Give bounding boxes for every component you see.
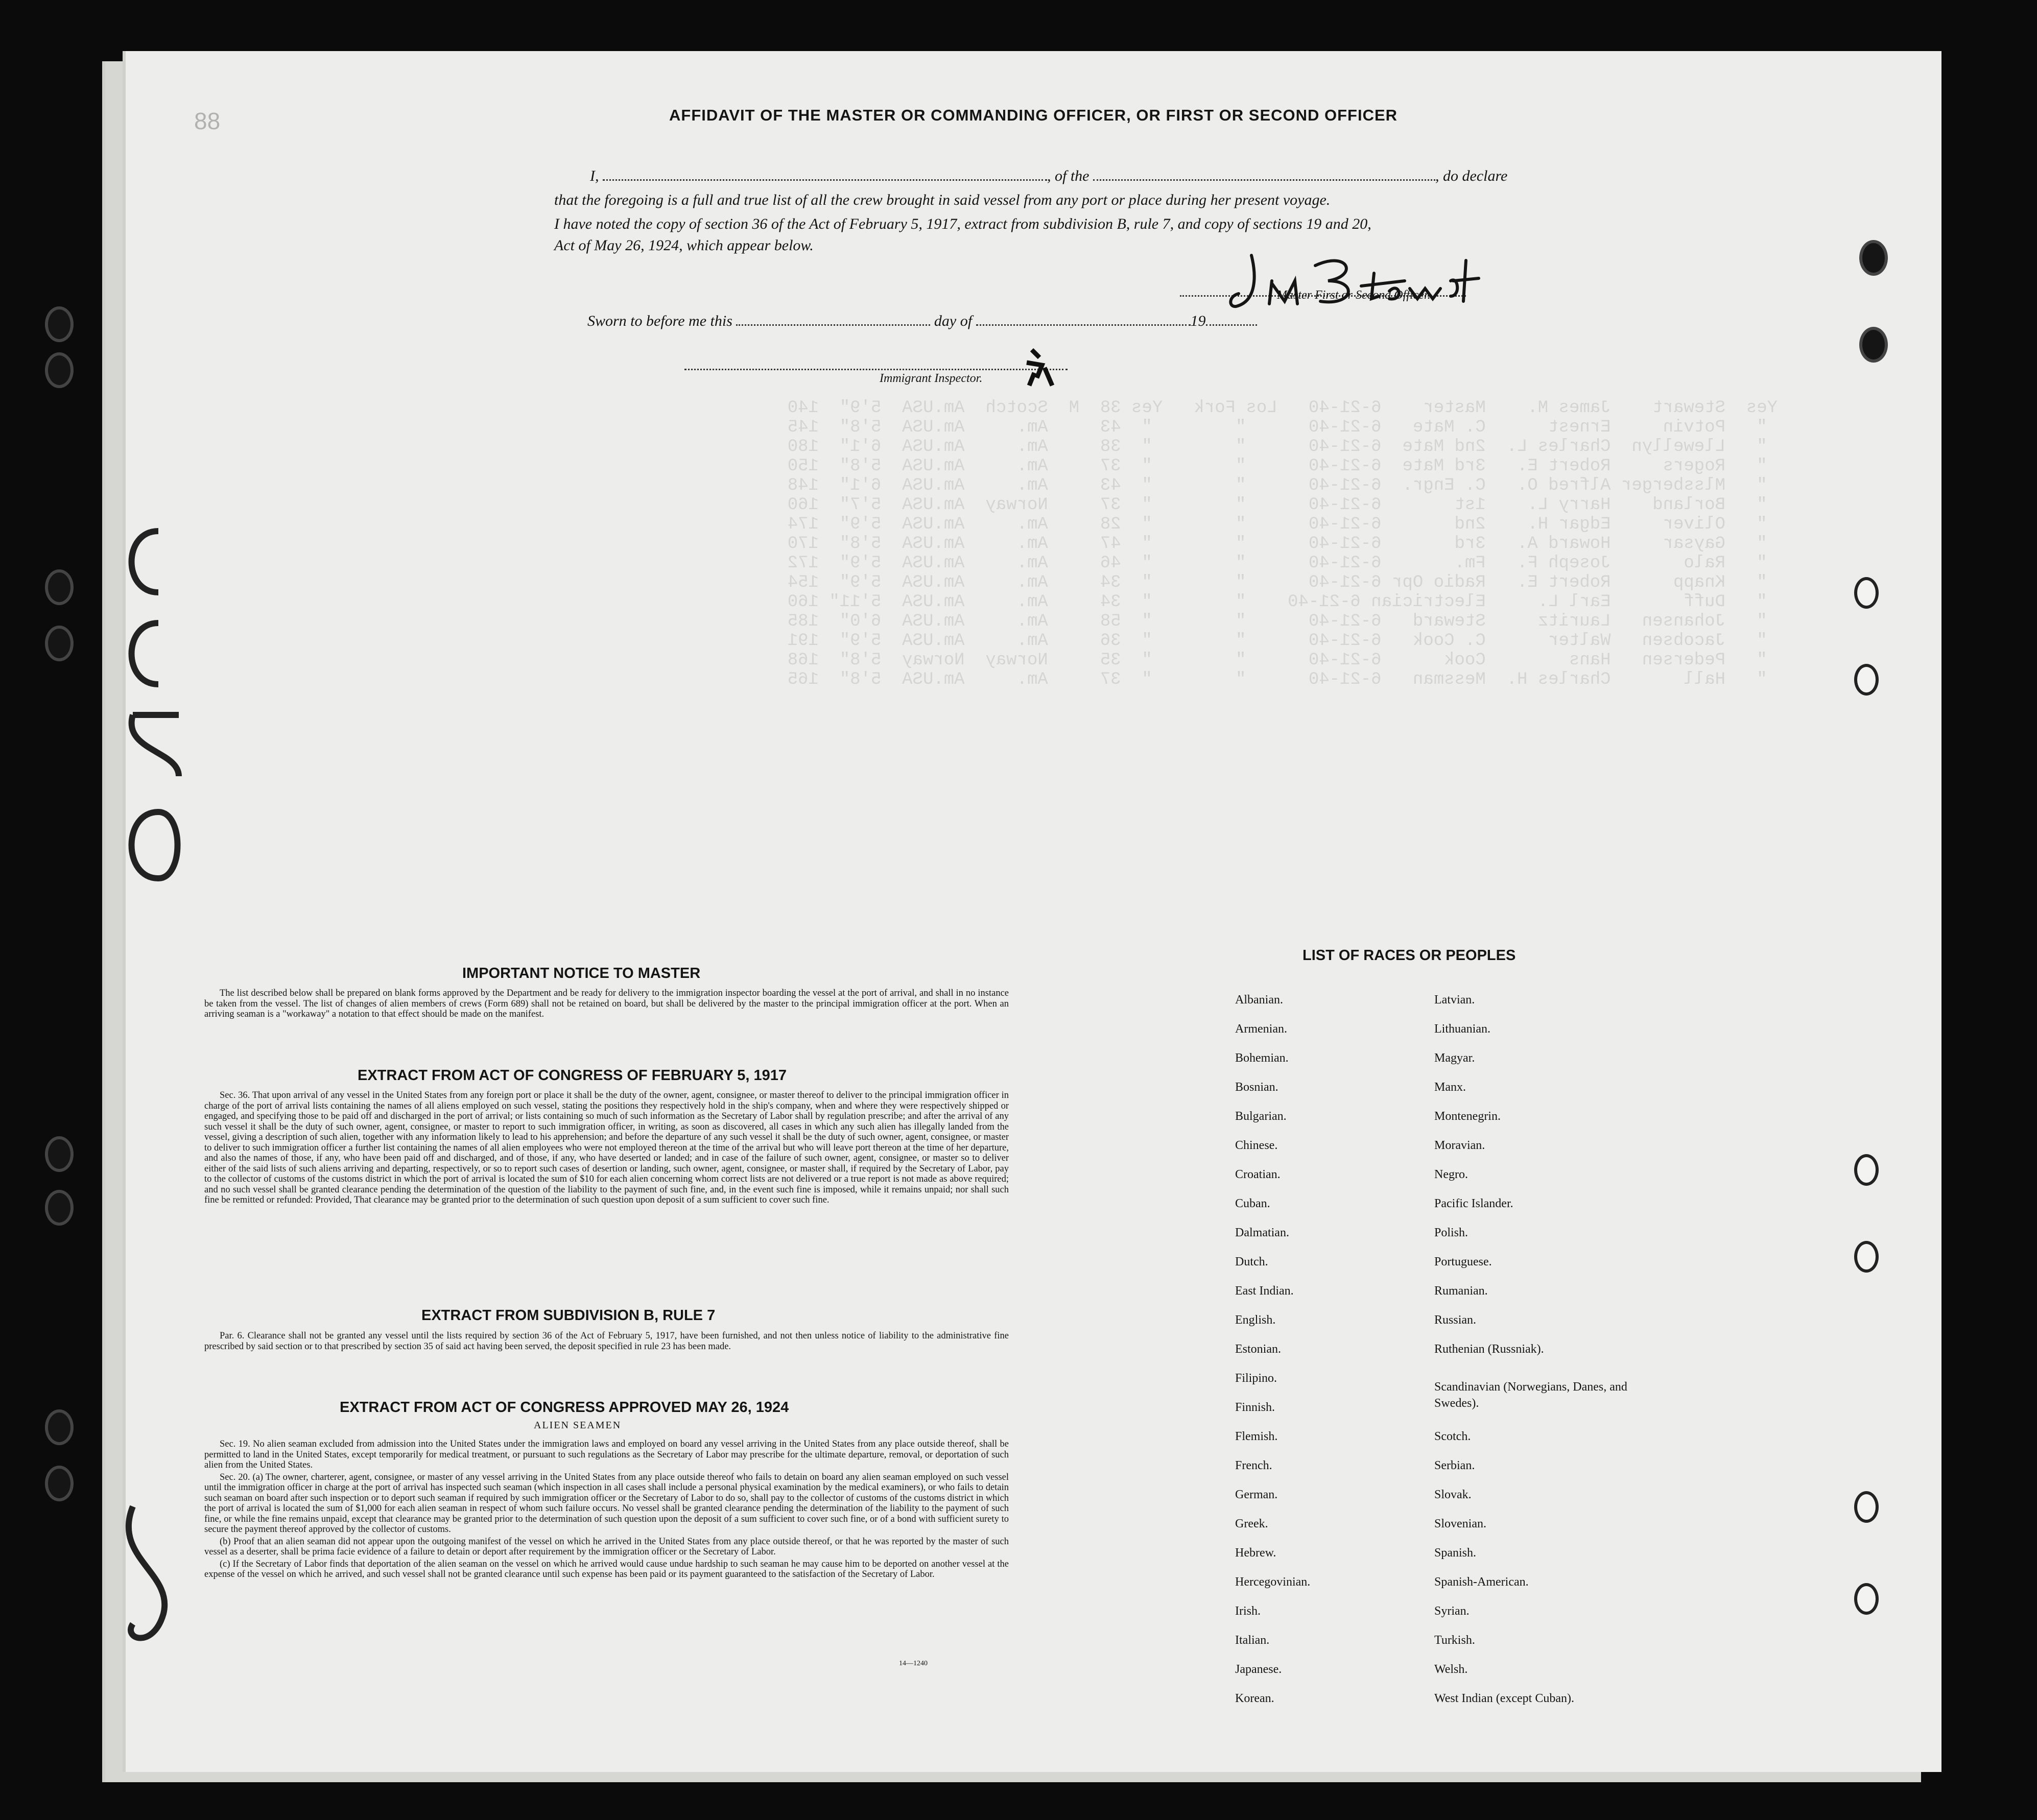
race-item: Korean. xyxy=(1235,1692,1274,1705)
race-item: Finnish. xyxy=(1235,1401,1275,1414)
race-item: Latvian. xyxy=(1434,993,1475,1007)
binder-hole xyxy=(1859,327,1888,363)
binder-hole xyxy=(1854,1154,1879,1186)
race-item: Chinese. xyxy=(1235,1139,1278,1152)
binder-hole xyxy=(45,1466,74,1501)
race-item: Slovak. xyxy=(1434,1488,1472,1501)
day-of-label: day of xyxy=(934,313,973,329)
extract-1924-text xyxy=(204,1439,1009,1582)
extract-1917-text xyxy=(204,1090,1009,1207)
race-item: Irish. xyxy=(1235,1605,1261,1618)
edge-handwriting xyxy=(102,511,194,1685)
form-number: 14—1240 xyxy=(899,1660,928,1667)
race-item: Slovenian. xyxy=(1434,1517,1486,1530)
binder-hole xyxy=(1854,1583,1879,1615)
binder-hole xyxy=(45,352,74,388)
race-item: Filipino. xyxy=(1235,1372,1277,1385)
race-item: Russian. xyxy=(1434,1313,1477,1327)
alien-seamen-subtitle: ALIEN SEAMEN xyxy=(534,1420,622,1431)
extract-rule7-paragraph: Par. 6. Clearance shall not be granted any vessel until the lists required by section 36 of the Act of February 5, 1917, have been furnished, and not then unless notice of liability to the administrative fine prescribed by said section or to that prescribed by section 35 of said act having been served, the deposit specified in rule 23 has been made. xyxy=(204,1331,1009,1352)
section-19-paragraph: Sec. 19. No alien seaman excluded from admission into the United States under the immigration laws and employed on board any vessel arriving in the United States from any place outside thereof, shall be permitted to land in the United States, except temporarily for medical treatment, or pursuant to such regulations as the Secretary of Labor may prescribe for the ultimate departure, removal, or deportation of such alien from the United States. xyxy=(204,1439,1009,1470)
race-item: Moravian. xyxy=(1434,1139,1485,1152)
affidavit-line-1 xyxy=(590,167,1507,185)
race-item: Spanish. xyxy=(1434,1546,1477,1560)
race-item: Armenian. xyxy=(1235,1022,1287,1036)
race-item: Turkish. xyxy=(1434,1634,1475,1647)
race-item: Negro. xyxy=(1434,1168,1468,1181)
race-item: East Indian. xyxy=(1235,1284,1294,1298)
race-item: Japanese. xyxy=(1235,1663,1282,1676)
sworn-label: Sworn to before me this xyxy=(587,313,732,329)
race-item: Greek. xyxy=(1235,1517,1268,1530)
race-item: Pacific Islander. xyxy=(1434,1197,1513,1210)
race-item: English. xyxy=(1235,1313,1276,1327)
bleed-through-rows: Yes Stewart James M. Master 6-21-40 Los Fork Yes 38 M Scotch Am.USA 5'9" 140 " Potvin Ernest C. Mate 6-21-40 " " 43 Am. Am.USA 5'8" 145 " Llewellyn Charles L. 2nd Mate 6-21-40 " " 38 Am. Am.USA 6'1" 180 " Rogers Robert E. 3rd Mate 6-21-40 " " 37 Am. Am.USA 5'8" 150 " Mlssberger Alfred O. C. Engr. 6-21-40 " " 43 Am. Am.USA 6'1" 148 " Borland Harry L. 1st 6-21-40 " " 37 Norway Am.USA 5'7" 160 " Oliver Edgar H. 2nd 6-21-40 " " 28 Am. Am.USA 5'9" 174 " Gaysar Howard A. 3rd 6-21-40 " " 47 Am. Am.USA 5'8" 170 " Ralo Joseph F. Fm. 6-21-40 " " 46 Am. Am.USA 5'9" 172 " Knapp Robert E. Radio Opr 6-21-40 " " 34 Am. Am.USA 5'9" 154 " Duff Earl L. Electrician 6-21-40 " " 34 Am. Am.USA 5'11" 160 " Johansen Lauritz Steward 6-21-40 " " 58 Am. Am.USA 6'0" 185 " Jacobsen Walter C. Cook 6-21-40 " " 36 Am. Am.USA 5'9" 191 " Pedersen Hans Cook 6-21-40 " " 35 Norway Norway 5'8" 168 " Hall Charles H. Messman 6-21-40 " " 37 Am. Am.USA 5'8" 165 xyxy=(787,398,1778,689)
race-item: Manx. xyxy=(1434,1081,1466,1094)
name-field[interactable] xyxy=(603,170,1047,181)
of-the-label: , of the xyxy=(1047,167,1089,184)
sworn-month-field[interactable] xyxy=(976,315,1191,326)
race-item: Welsh. xyxy=(1434,1663,1468,1676)
master-signature xyxy=(1226,245,1497,317)
race-item: Flemish. xyxy=(1235,1430,1278,1443)
race-item: Rumanian. xyxy=(1434,1284,1488,1298)
section-20a-paragraph: Sec. 20. (a) The owner, charterer, agent, consignee, or master of any vessel arriving in the United States from any place outside thereof who fails to detain on board any alien seaman employed on such vessel until the immigration officer in charge at the port of arrival has inspected such seaman (which inspection in all cases shall include a personal physical examination by the medical examiners), or who fails to detain such seaman on board after such inspection or to deport such seaman if required by such immigration officer or the Secretary of Labor to do so, shall pay to the collector of customs of the customs district in which the port of arrival is located the sum of $1,000 for each alien seaman in respect of whom such failure occurs. No vessel shall be granted clearance pending the determination of the liability to the payment of such fine, or while the fine remains unpaid, except that clearance may be granted prior to the determination of such question upon the deposit of a sum sufficient to cover such fine, or of a bond with sufficient surety to secure the payment thereof approved by the collector of customs. xyxy=(204,1472,1009,1535)
sworn-day-field[interactable] xyxy=(736,315,930,326)
race-item: German. xyxy=(1235,1488,1278,1501)
race-item: Hebrew. xyxy=(1235,1546,1276,1560)
race-item: Magyar. xyxy=(1434,1051,1475,1065)
notice-text xyxy=(204,988,1009,1021)
year-prefix: 19 xyxy=(1190,313,1206,329)
race-item: Syrian. xyxy=(1434,1605,1470,1618)
race-item: Lithuanian. xyxy=(1434,1022,1490,1036)
race-item: Albanian. xyxy=(1235,993,1283,1007)
sworn-line xyxy=(587,313,1257,330)
notice-paragraph: The list described below shall be prepared on blank forms approved by the Department and be ready for delivery to the immigration inspector boarding the vessel at the port of arrival, and shall in no instance be taken from the vessel. The list of changes of alien members of crews (Form 689) shall not be retained on board, but shall be delivered by the master to the principal immigration officer at the port. When an arriving seaman is a "workaway" a notation to that effect should be made on the manifest. xyxy=(204,988,1009,1019)
binder-hole xyxy=(1854,1491,1879,1523)
affidavit-line-4: Act of May 26, 1924, which appear below. xyxy=(554,237,814,254)
section-20b-paragraph: (b) Proof that an alien seaman did not appear upon the outgoing manifest of the vessel on which he arrived in the United States from any place outside thereof, or that he was reported by the master of such vessel as a deserter, shall be prima facie evidence of a failure to detain or deport after requirement by the immigration officer or the Secretary of Labor. xyxy=(204,1536,1009,1557)
race-item: French. xyxy=(1235,1459,1272,1472)
race-item: Bosnian. xyxy=(1235,1081,1278,1094)
binder-hole xyxy=(1854,1241,1879,1273)
notice-title: IMPORTANT NOTICE TO MASTER xyxy=(462,965,701,981)
race-item: Dalmatian. xyxy=(1235,1226,1289,1239)
race-item: Hercegovinian. xyxy=(1235,1575,1311,1589)
binder-hole xyxy=(45,626,74,661)
race-item: Montenegrin. xyxy=(1434,1110,1501,1123)
binder-hole xyxy=(1859,240,1888,276)
binder-hole xyxy=(45,1190,74,1226)
affidavit-line-2: that the foregoing is a full and true list of all the crew brought in said vessel from any port or place during her present voyage. xyxy=(554,191,1331,208)
race-item: Italian. xyxy=(1235,1634,1270,1647)
extract-rule7-title: EXTRACT FROM SUBDIVISION B, RULE 7 xyxy=(421,1307,716,1324)
binder-hole xyxy=(1854,664,1879,696)
sworn-year-field[interactable] xyxy=(1206,315,1257,326)
i-label: I, xyxy=(590,167,599,184)
extract-1917-paragraph: Sec. 36. That upon arrival of any vessel in the United States from any foreign port or place it shall be the duty of the owner, agent, consignee, or master thereof to deliver to the principal immigration officer in charge of the port of arrival lists containing the names of all aliens employed on such vessel, stating the positions they respectively hold in the ship's company, when and where they were respectively shipped or engaged, and specifying those to be paid off and discharged in the port of arrival; or lists containing so much of such information as the Secretary of Labor shall by regulation prescribe; and after the arrival of any such vessel it shall be the duty of such owner, agent, consignee, or master to report to such immigration officer, in writing, as soon as discovered, all cases in which any such alien has illegally landed from the vessel, giving a description of such alien, together with any information likely to lead to his apprehension; and before the departure of any such vessel it shall be the duty of such owner, agent, consignee, or master to deliver to such immigration officer a further list containing the names of all alien employees who were not employed thereon at the time of the arrival but who will leave port thereon at the time of her departure, and also the names of those, if any, who have been paid off and discharged, and of those, if any, who have deserted or landed; and in case of the failure of such owner, agent, consignee, or master so to deliver either of the said lists of such aliens arriving and departing, respectively, or so to report such cases of desertion or landing, such owner, agent, consignee, or master shall, if required by the Secretary of Labor, pay to the collector of customs of the customs district in which the port of arrival is located the sum of $10 for each alien concerning whom correct lists are not delivered or a true report is not made as above required; and no such vessel shall be granted clearance pending the determination of the question of the liability to the payment of such fine, and, in the event such fine is imposed, while it remains unpaid; nor shall such fine be remitted or refunded: Provided, That clearance may be granted prior to the determination of such question upon deposit of a sum sufficient to cover such fine. xyxy=(204,1090,1009,1205)
binder-hole xyxy=(45,1136,74,1172)
race-item: Cuban. xyxy=(1235,1197,1270,1210)
race-item: Estonian. xyxy=(1235,1343,1281,1356)
extract-rule7-text xyxy=(204,1331,1009,1353)
race-item: Portuguese. xyxy=(1434,1255,1492,1268)
race-item: Scandinavian (Norwegians, Danes, and Swedes). xyxy=(1434,1380,1627,1410)
races-title: LIST OF RACES OR PEOPLES xyxy=(1302,947,1516,964)
binder-hole xyxy=(1854,577,1879,609)
master-caption: Master First or Second Officer. xyxy=(1277,289,1431,302)
inspector-caption: Immigrant Inspector. xyxy=(880,372,983,385)
race-item: Scotch. xyxy=(1434,1430,1471,1443)
race-item: Dutch. xyxy=(1235,1255,1268,1268)
extract-1924-title: EXTRACT FROM ACT OF CONGRESS APPROVED MAY 26, 1924 xyxy=(340,1399,789,1416)
race-item: Bulgarian. xyxy=(1235,1110,1287,1123)
section-20c-paragraph: (c) If the Secretary of Labor finds that deportation of the alien seaman on the vessel on which he arrived would cause undue hardship to such seaman he may cause him to be deported on another vessel at the expense of the vessel on which he arrived, and such vessel shall not be granted clearance until such expense has been paid or its payment guaranteed to the satisfaction of the Secretary of Labor. xyxy=(204,1559,1009,1579)
binder-hole xyxy=(45,306,74,342)
inspector-mark xyxy=(1022,347,1057,388)
vessel-field[interactable] xyxy=(1093,170,1435,181)
do-declare-label: , do declare xyxy=(1435,167,1508,184)
binder-hole xyxy=(45,569,74,605)
binder-hole xyxy=(45,1409,74,1445)
race-item: West Indian (except Cuban). xyxy=(1434,1692,1574,1705)
inspector-signature-line[interactable] xyxy=(684,369,1068,370)
extract-1917-title: EXTRACT FROM ACT OF CONGRESS OF FEBRUARY 5, 1917 xyxy=(358,1067,787,1084)
race-item: Polish. xyxy=(1434,1226,1468,1239)
race-item: Croatian. xyxy=(1235,1168,1281,1181)
affidavit-line-3: I have noted the copy of section 36 of the Act of February 5, 1917, extract from subdivision B, rule 7, and copy of sections 19 and 20, xyxy=(554,215,1371,232)
race-item: Bohemian. xyxy=(1235,1051,1289,1065)
race-item: Spanish-American. xyxy=(1434,1575,1529,1589)
race-item: Serbian. xyxy=(1434,1459,1475,1472)
affidavit-title: AFFIDAVIT OF THE MASTER OR COMMANDING OFFICER, OR FIRST OR SECOND OFFICER xyxy=(669,106,1398,124)
race-item: Ruthenian (Russniak). xyxy=(1434,1343,1544,1356)
faint-page-number: 88 xyxy=(194,108,221,134)
